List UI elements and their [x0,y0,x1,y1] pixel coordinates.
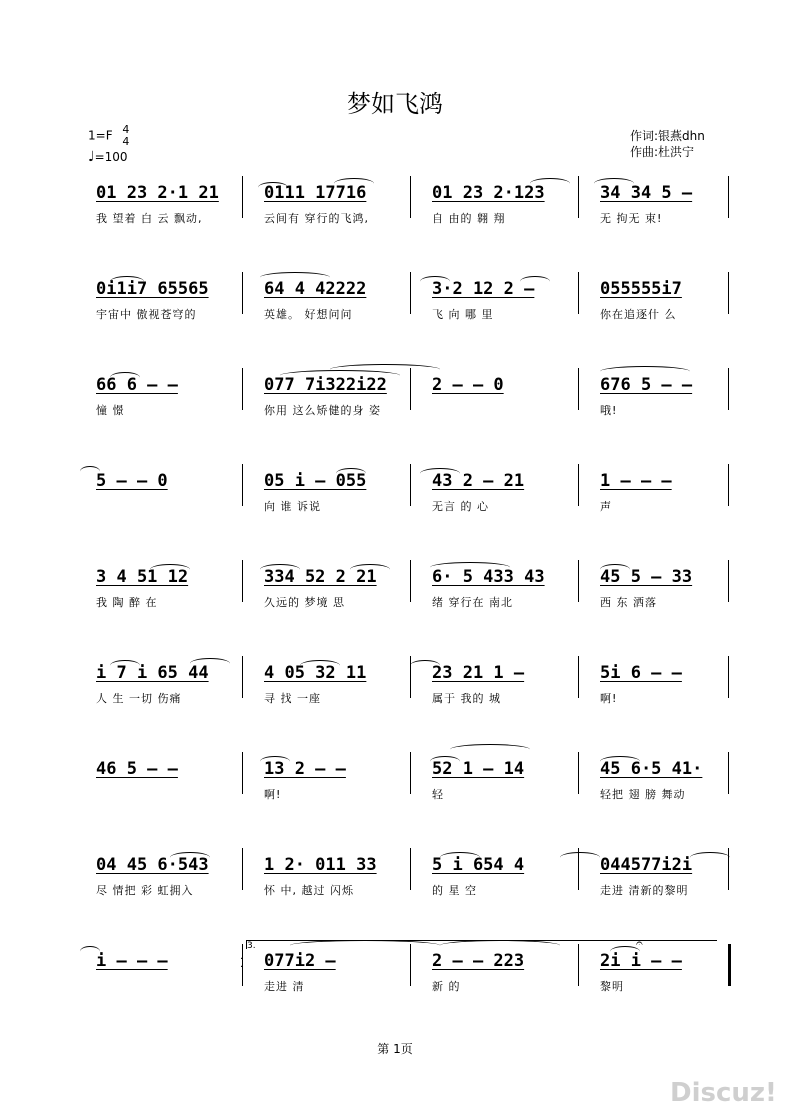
time-signature [122,124,129,148]
measure-notes: 04 45 6·543 [96,855,209,875]
barline [728,944,731,986]
slur [420,276,450,287]
slur [260,564,300,575]
measure-lyrics: 无 拘无 束! [600,212,663,225]
measure-notes: 1 2· 011 33 [264,855,377,875]
measure [90,182,250,242]
measure-notes: 044577i2i [600,855,693,875]
measure [594,662,730,722]
slur [600,756,640,767]
slur [350,564,390,575]
slur [110,276,144,287]
quarter-note-icon: ♩ [88,149,95,165]
fermata-icon: 𝄐 [636,936,643,950]
credits [630,128,705,160]
slur [600,564,630,575]
measure-notes: 01 23 2·123 [432,183,545,203]
measure [426,470,586,530]
measure [90,758,250,818]
measure-lyrics: 你在追逐什 么 [600,308,677,321]
slur [150,564,190,575]
measure-lyrics: 啊! [600,692,618,705]
measure-lyrics: 英雄。 好想问问 [264,308,353,321]
time-top: 4 [122,123,130,136]
measure-notes: 45 6·5 41· [600,759,703,779]
measure [258,470,418,530]
barline [578,560,579,602]
measure [594,854,730,914]
measure-notes: 5 i 654 4 [432,855,525,875]
repeat-sign: · · [240,954,244,973]
measure [258,374,418,434]
measure-notes: 2 – – 223 [432,951,525,971]
slur [420,468,460,479]
measure-lyrics: 久远的 梦境 思 [264,596,345,609]
slur [520,276,550,287]
slur [300,660,340,671]
slur [260,756,290,767]
barline [410,464,411,506]
measure [258,278,418,338]
key-label: 1=F [88,128,113,143]
barline [410,752,411,794]
barline [578,176,579,218]
tempo-marking [88,148,129,166]
measure-lyrics: 人 生 一切 伤痛 [96,692,182,705]
barline [728,752,729,794]
measure [594,950,730,1010]
measure-notes: 3·2 12 2 – [432,279,535,299]
slur [440,852,480,863]
measure [594,374,730,434]
measure-notes: i 7 i 65 44 [96,663,209,683]
measure-lyrics: 无言 的 心 [432,500,489,513]
slur [190,658,230,669]
measure [426,182,586,242]
measure-lyrics: 轻把 翅 膀 舞动 [600,788,686,801]
measure [258,566,418,626]
measure [594,758,730,818]
measure-lyrics: 怀 中, 越过 闪烁 [264,884,354,897]
measure-notes: 6· 5 433 43 [432,567,545,587]
barline [728,272,729,314]
measure-notes: 3 4 51 12 [96,567,189,587]
measure-lyrics: 寻 找 一座 [264,692,321,705]
measure-notes: 66 6 – – [96,375,178,395]
barline [578,272,579,314]
measure [258,662,418,722]
barline [410,560,411,602]
measure-lyrics: 向 谁 诉说 [264,500,321,513]
composer: 作曲:杜洪宁 [630,145,695,159]
measure-notes: 077 7i322i22 [264,375,387,395]
barline [578,944,579,986]
score-system [90,854,730,914]
barline [242,176,243,218]
measure-lyrics: 憧 憬 [96,404,125,417]
tempo-value: =100 [94,150,128,164]
measure-lyrics: 声 [600,500,612,513]
measure-notes: 45 5 – 33 [600,567,693,587]
measure-lyrics: 西 东 洒落 [600,596,657,609]
slur [690,852,730,863]
measure-notes: 34 34 5 – [600,183,693,203]
slur [336,468,366,479]
measure-lyrics: 属于 我的 城 [432,692,501,705]
slur [258,182,288,193]
measure [90,566,250,626]
measure-lyrics: 你用 这么矫健的身 姿 [264,404,381,417]
measure-notes: 0111 17716 [264,183,367,203]
score-system [90,278,730,338]
measure-lyrics: 走进 清 [264,980,305,993]
lyricist: 作词:银燕dhn [630,129,705,143]
barline [578,464,579,506]
measure [90,950,250,1010]
score-system [90,470,730,530]
barline [578,368,579,410]
measure [594,278,730,338]
measure [426,374,586,434]
barline [728,368,729,410]
measure-lyrics: 我 陶 醉 在 [96,596,158,609]
slur [80,466,100,477]
measure [90,278,250,338]
measure-lyrics: 的 星 空 [432,884,477,897]
measure-notes: 4 05 32 11 [264,663,367,683]
measure-notes: 0i1i7 65565 [96,279,209,299]
barline [578,656,579,698]
measure [258,950,418,1010]
slur [170,852,210,863]
measure-lyrics: 云间有 穿行的飞鸿, [264,212,369,225]
watermark: Discuz! [670,1078,777,1108]
barline [728,176,729,218]
measure-lyrics: 黎明 [600,980,624,993]
measure [594,470,730,530]
slur [110,660,140,671]
measure-notes: 055555i7 [600,279,682,299]
measure-notes: i – – – [96,951,168,971]
slur [260,272,330,283]
measure-notes: 2 – – 0 [432,375,504,395]
measure-lyrics: 宇宙中 傲视苍穹的 [96,308,197,321]
measure [426,566,586,626]
measure [90,470,250,530]
measure [426,758,586,818]
measure-notes: 5 – – 0 [96,471,168,491]
measure-lyrics: 我 望着 白 云 飘动, [96,212,203,225]
measure-lyrics: 自 由的 翱 翔 [432,212,506,225]
measure [426,278,586,338]
measure-notes: 52 1 – 14 [432,759,525,779]
measure-lyrics: 飞 向 哪 里 [432,308,494,321]
measure-lyrics: 啊! [264,788,282,801]
measure-notes: 13 2 – – [264,759,346,779]
barline [728,464,729,506]
slur [110,372,140,383]
page-title: 梦如飞鸿 [347,90,443,118]
barline [242,560,243,602]
measure-notes: 1 – – – [600,471,672,491]
slur [600,366,690,377]
measure [258,854,418,914]
volta-bracket: 3. [246,940,717,949]
measure-lyrics: 新 的 [432,980,461,993]
barline [578,752,579,794]
barline [410,848,411,890]
score-system [90,758,730,818]
barline [242,464,243,506]
slur [450,744,530,755]
measure-lyrics: 绪 穿行在 南北 [432,596,513,609]
score-system [90,936,730,1010]
measure [426,950,586,1010]
barline [242,368,243,410]
measure-notes: 077i2 – [264,951,336,971]
slur [430,756,460,767]
score-system [90,662,730,722]
measure [426,854,586,914]
measure-notes: 64 4 42222 [264,279,367,299]
barline [728,560,729,602]
key-signature [88,124,129,148]
measure [594,182,730,242]
barline [242,656,243,698]
time-bottom: 4 [122,135,130,148]
slur [594,178,634,189]
measure-lyrics: 走进 清新的黎明 [600,884,689,897]
barline [242,848,243,890]
score-system [90,182,730,242]
measure [90,854,250,914]
measure [90,374,250,434]
key-and-tempo [88,124,129,166]
measure [426,662,586,722]
measure-lyrics: 哦! [600,404,618,417]
measure-notes: 5i 6 – – [600,663,682,683]
measure [594,566,730,626]
slur [334,178,374,189]
measure-notes: 334 52 2 21 [264,567,377,587]
measure-notes: 01 23 2·1 21 [96,183,219,203]
measure [258,758,418,818]
barline [410,176,411,218]
score-system [90,566,730,626]
score-system [90,374,730,434]
measure-notes: 676 5 – – [600,375,693,395]
measure-notes: 2i i – – [600,951,682,971]
slur [530,178,570,189]
slur [410,660,440,671]
measure [90,662,250,722]
page-number: 第 1页 [377,1042,413,1056]
slur [560,852,600,863]
barline [728,656,729,698]
slur [80,946,100,957]
barline [410,272,411,314]
slur [430,562,510,573]
measure-notes: 05 i – 055 [264,471,367,491]
measure-notes: 23 21 1 – [432,663,525,683]
measure-notes: 43 2 – 21 [432,471,525,491]
slur [330,364,440,375]
barline [242,752,243,794]
measure-lyrics: 尽 情把 彩 虹拥入 [96,884,194,897]
measure-notes: 46 5 – – [96,759,178,779]
barline [242,272,243,314]
measure-lyrics: 轻 [432,788,444,801]
